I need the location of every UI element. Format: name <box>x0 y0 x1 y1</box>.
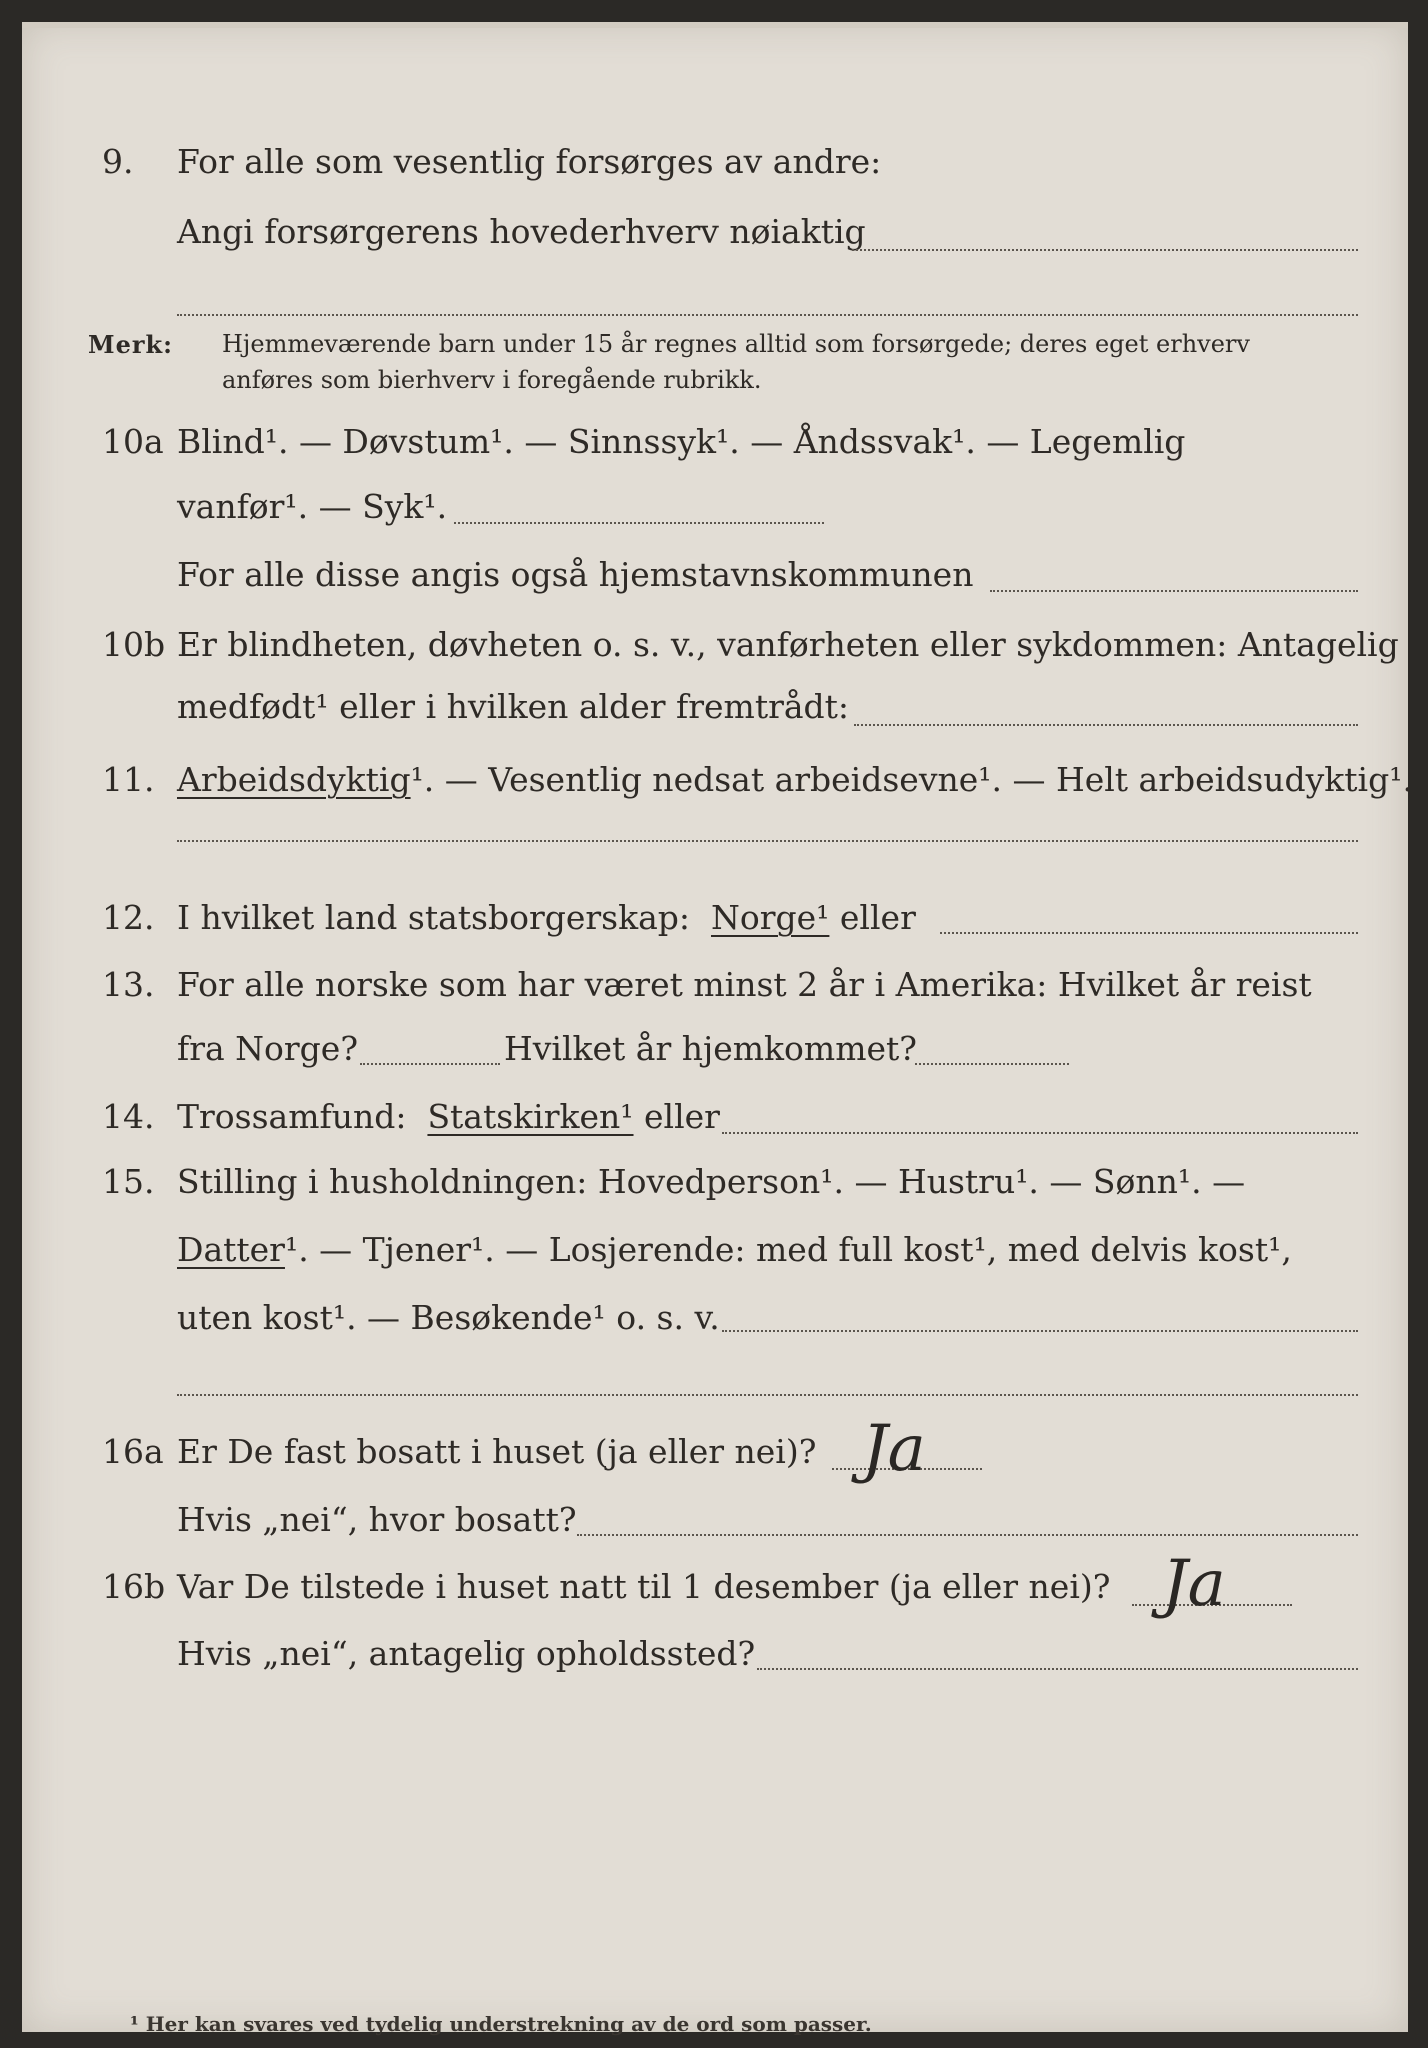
q12-other-field[interactable] <box>940 932 1358 934</box>
q16a-where-label: Hvis „nei“, hvor bosatt? <box>177 1500 577 1539</box>
q15-options-2 <box>177 1230 1292 1270</box>
q12-question <box>177 898 916 938</box>
q11-other-options: ¹. — Vesentlig nedsat arbeidsevne¹. — Helt arbeidsudyktig¹. <box>410 760 1413 799</box>
q11-options <box>177 760 1413 800</box>
footnote: ¹ Her kan svares ved tydelig understrekning av de ord som passer. <box>130 2012 872 2036</box>
q14-answer: Statskirken¹ <box>427 1097 634 1136</box>
q9-answer-field-2[interactable] <box>177 314 1358 316</box>
merk-line1: Hjemmeværende barn under 15 år regnes alltid som forsørgede; deres eget erhverv <box>222 330 1250 358</box>
merk-label: Merk: <box>88 330 173 359</box>
q14-question <box>177 1097 720 1137</box>
q15-selected-option: Datter <box>177 1230 285 1269</box>
q10b-number: 10b <box>102 625 166 664</box>
q10a-home-municipality-label: For alle disse angis også hjemstavnskommunen <box>177 555 974 594</box>
q12-answer: Norge¹ <box>711 898 830 937</box>
q11-answer-field[interactable] <box>177 840 1358 842</box>
census-form-page <box>22 22 1413 2036</box>
q10a-options: Blind¹. — Døvstum¹. — Sinnssyk¹. — Åndssvak¹. — Legemlig <box>177 422 1186 461</box>
q10a-sick-field[interactable] <box>454 522 824 524</box>
q11-selected-option: Arbeidsdyktig <box>177 760 411 799</box>
q15-options-3: uten kost¹. — Besøkende¹ o. s. v. <box>177 1298 720 1337</box>
q16a-question: Er De fast bosatt i huset (ja eller nei)? <box>177 1432 817 1471</box>
q10b-answer-field[interactable] <box>854 724 1358 726</box>
q15-options: Stilling i husholdningen: Hovedperson¹. — Hustru¹. — Sønn¹. — <box>177 1162 1246 1201</box>
q9-question: For alle som vesentlig forsørges av andre: <box>177 142 882 181</box>
q12-suffix: eller <box>839 898 916 937</box>
q12-number: 12. <box>102 898 155 937</box>
q10a-options-2: vanfør¹. — Syk¹. <box>177 487 448 526</box>
q15-other-options: ¹. — Tjener¹. — Losjerende: med full kost¹, med delvis kost¹, <box>284 1230 1292 1269</box>
q16a-where-field[interactable] <box>577 1534 1358 1536</box>
q13-question: For alle norske som har været minst 2 år i Amerika: Hvilket år reist <box>177 965 1312 1004</box>
q10b-question-2: medfødt¹ eller i hvilken alder fremtrådt: <box>177 687 850 726</box>
q16b-handwritten-answer: Ja <box>1162 1547 1226 1621</box>
q16a-number: 16a <box>102 1432 164 1471</box>
q9-answer-field[interactable] <box>852 249 1358 251</box>
q15-other-field[interactable] <box>722 1330 1358 1332</box>
merk-line2: anføres som bierhverv i foregående rubrikk. <box>222 366 762 394</box>
q13-left-year-field[interactable] <box>360 1063 500 1065</box>
q9-number: 9. <box>102 142 134 181</box>
q12-prefix: I hvilket land statsborgerskap: <box>177 898 691 937</box>
page-top-edge <box>22 22 1408 28</box>
q16a-handwritten-answer: Ja <box>862 1412 926 1486</box>
q14-number: 14. <box>102 1097 155 1136</box>
q16b-question: Var De tilstede i huset natt til 1 desember (ja eller nei)? <box>177 1567 1111 1606</box>
q15-answer-field-2[interactable] <box>177 1394 1358 1396</box>
q13-returned-label: Hvilket år hjemkommet? <box>504 1029 917 1068</box>
q10a-municipality-field[interactable] <box>990 590 1358 592</box>
q13-returned-year-field[interactable] <box>915 1063 1069 1065</box>
q14-other-field[interactable] <box>722 1132 1358 1134</box>
q16b-whereabouts-field[interactable] <box>757 1668 1358 1670</box>
q14-prefix: Trossamfund: <box>177 1097 407 1136</box>
q9-provider-label: Angi forsørgerens hovederhverv nøiaktig <box>177 212 866 251</box>
q10b-question: Er blindheten, døvheten o. s. v., vanførheten eller sykdommen: Antagelig <box>177 625 1399 664</box>
q16b-number: 16b <box>102 1567 166 1606</box>
q13-number: 13. <box>102 965 155 1004</box>
q14-suffix: eller <box>644 1097 720 1136</box>
q16b-whereabouts-label: Hvis „nei“, antagelig opholdssted? <box>177 1634 756 1673</box>
q11-number: 11. <box>102 760 155 799</box>
q15-number: 15. <box>102 1162 155 1201</box>
q10a-number: 10a <box>102 422 164 461</box>
q13-left-label: fra Norge? <box>177 1029 359 1068</box>
